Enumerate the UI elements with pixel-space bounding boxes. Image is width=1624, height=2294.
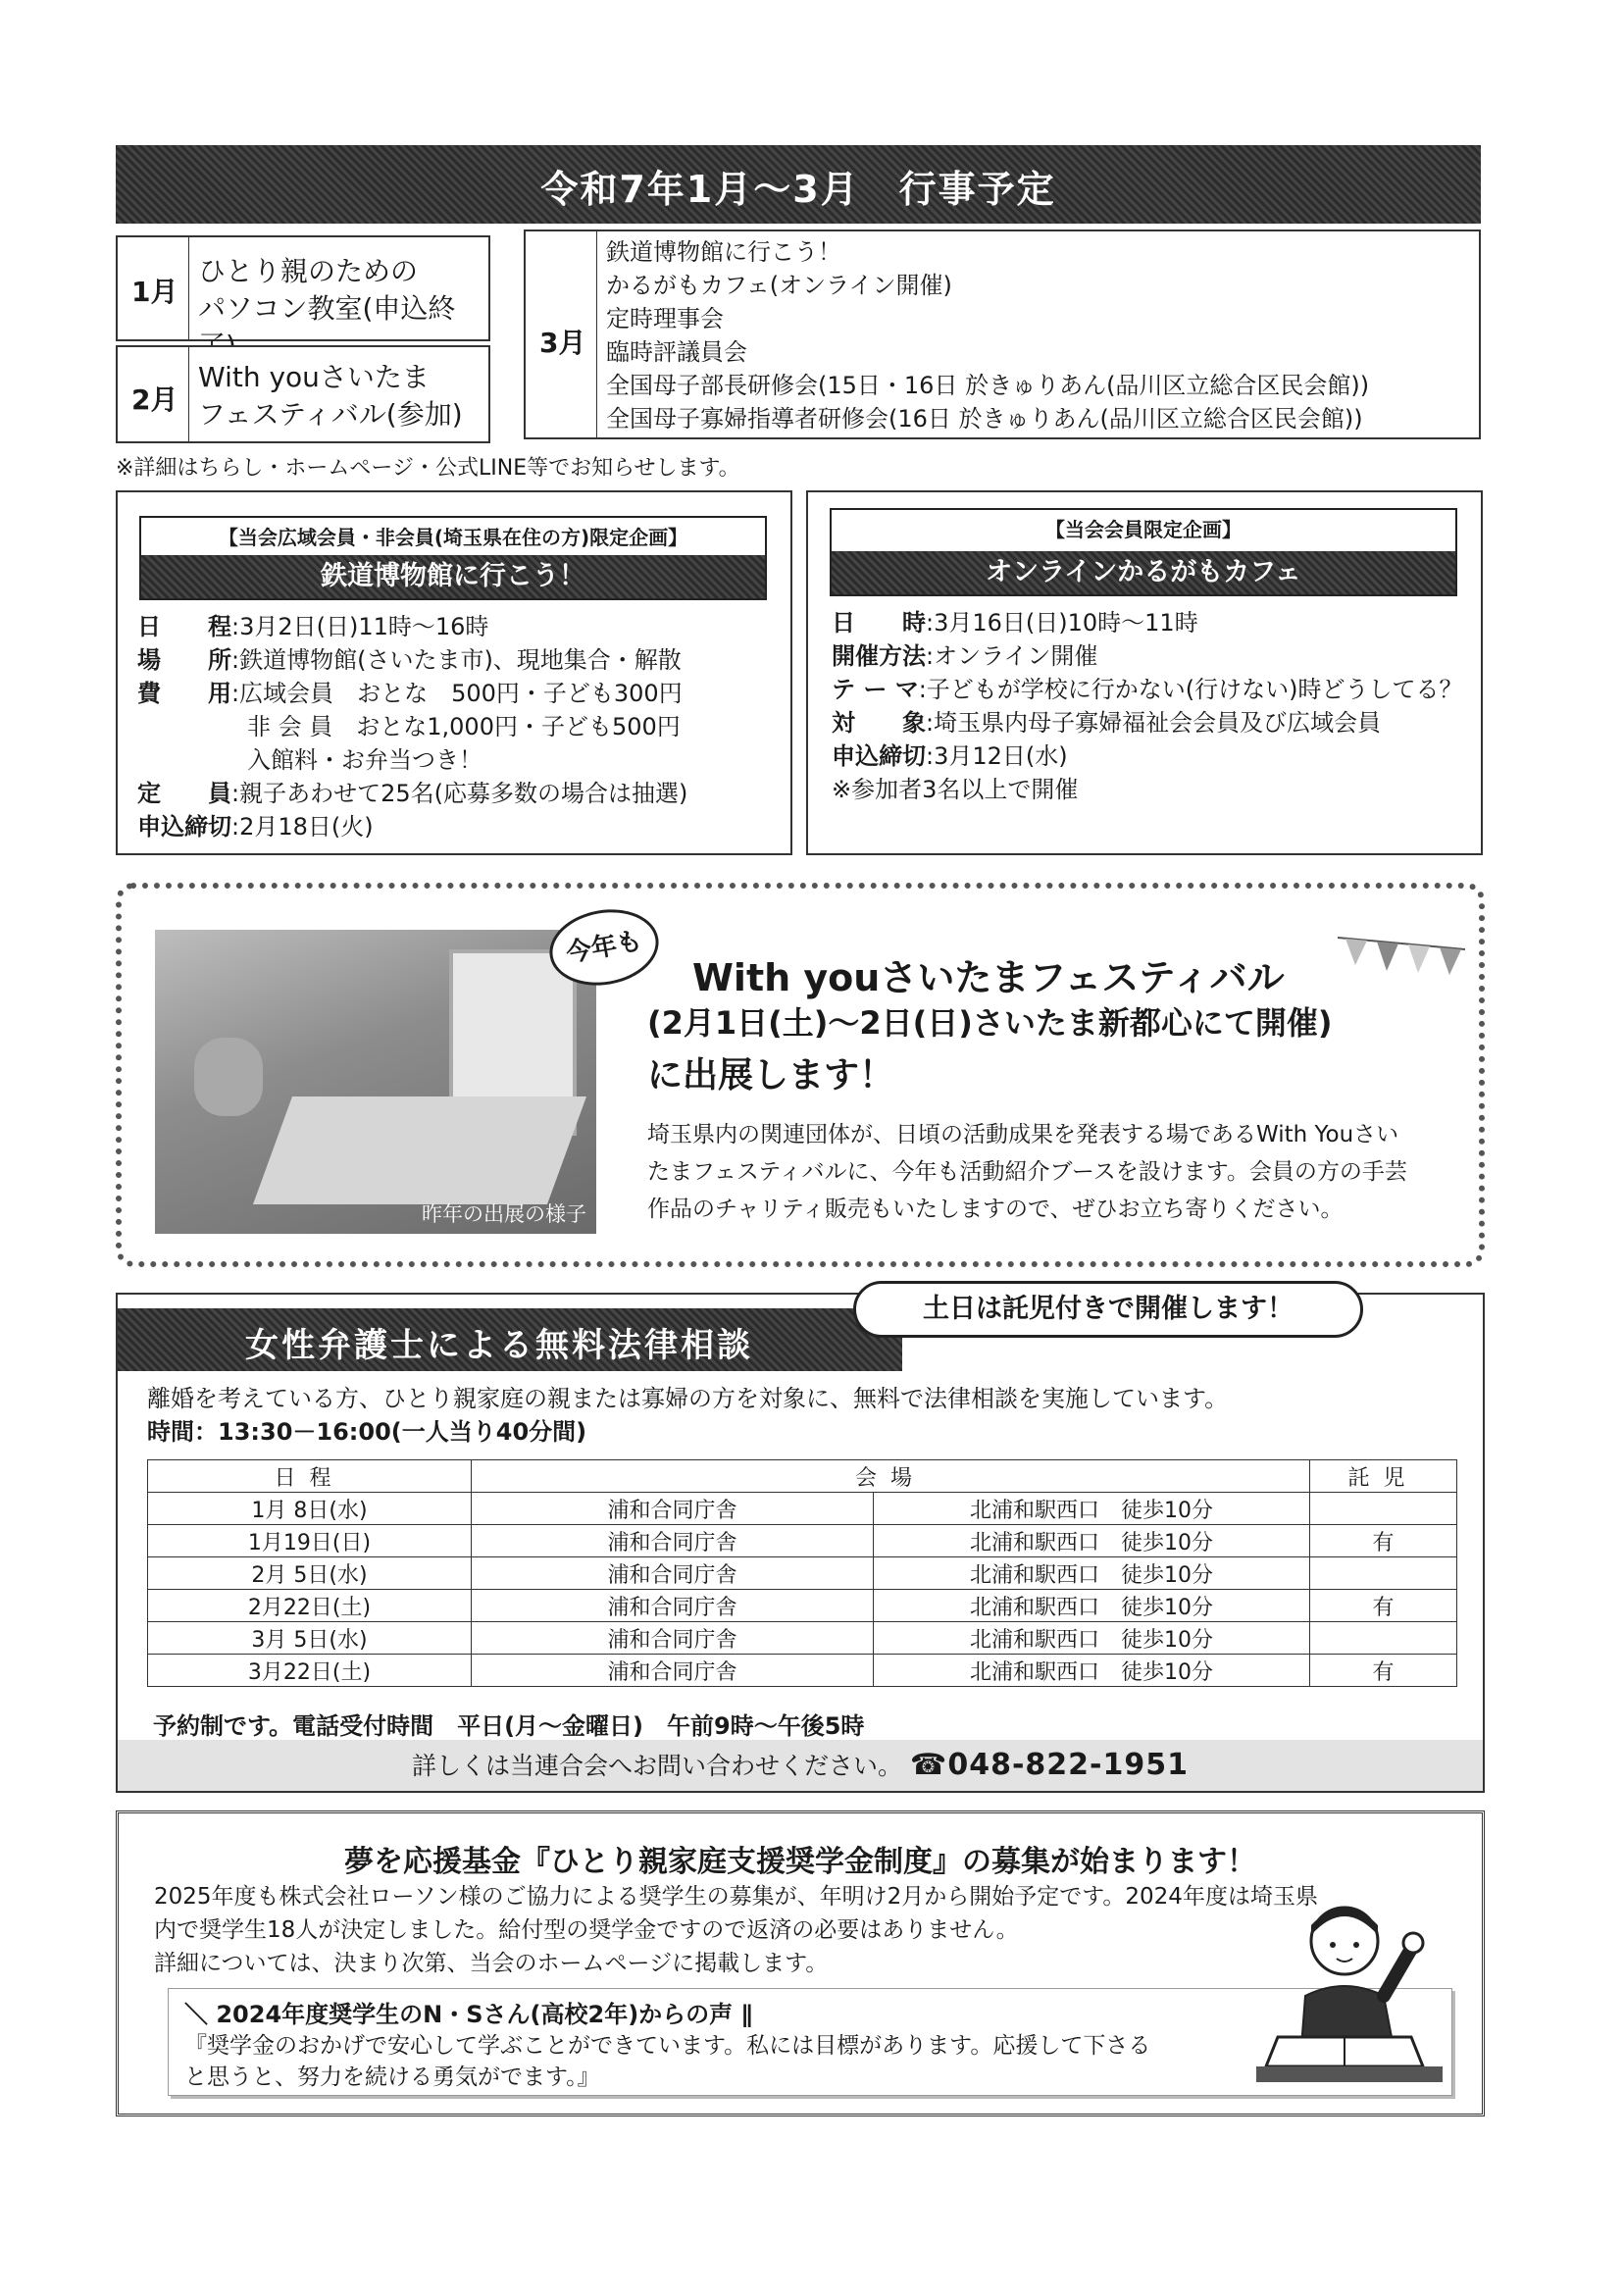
- legal-time: 時間：13:30－16:00(一人当り40分間): [147, 1418, 587, 1446]
- legal-consultation-section: [116, 1293, 1485, 1793]
- festival-title: With youさいたまフェスティバル: [692, 956, 1285, 999]
- festival-photo: [155, 930, 596, 1234]
- railway-row: 日 程:3月2日(日)11時～16時: [137, 613, 489, 640]
- phone-number: ☎048-822-1951: [909, 1748, 1189, 1782]
- festival-exhibit: に出展します！: [647, 1055, 895, 1096]
- header-date: 日程: [148, 1460, 472, 1493]
- cafe-event-card: [806, 490, 1483, 855]
- cafe-card-header: [830, 508, 1457, 596]
- header-venue: 会場: [472, 1460, 1310, 1493]
- railway-tag: 【当会広域会員・非会員(埼玉県在住の方)限定企画】: [218, 526, 688, 549]
- table-row: 1月19日(日) 浦和合同庁舎 北浦和駅西口 徒歩10分 有: [148, 1525, 1457, 1557]
- cafe-tag: 【当会会員限定企画】: [1045, 518, 1242, 541]
- reservation-note: 予約制です。電話受付時間 平日(月～金曜日) 午前9時～午後5時: [153, 1712, 865, 1740]
- header-childcare: 託児: [1310, 1460, 1457, 1493]
- railway-event-card: [116, 490, 792, 855]
- legal-intro: 離婚を考えている方、ひとり親家庭の親または寡婦の方を対象に、無料で法律相談を実施しています。: [147, 1385, 1229, 1412]
- cafe-row: 開催方法:オンライン開催: [832, 642, 1098, 670]
- festival-section: [116, 883, 1485, 1267]
- legal-contact: [118, 1740, 1483, 1791]
- schedule-note: ※詳細はちらし・ホームページ・公式LINE等でお知らせします。: [116, 456, 740, 481]
- cafe-row: 対 象:埼玉県内母子寡婦福祉会会員及び広域会員: [832, 709, 1382, 737]
- table-header-row: [148, 1460, 1457, 1493]
- photo-caption: 昨年の出展の様子: [422, 1202, 586, 1226]
- festival-dates: (2月1日(土)～2日(日)さいたま新都心にて開催): [647, 1004, 1333, 1042]
- voice-text: 『奨学金のおかげで安心して学ぶことができています。私には目標があります。応援して下さる と思うと、努力を続ける勇気がでます。』: [184, 2033, 1151, 2090]
- schedule-mar: [524, 229, 1481, 439]
- this-year-badge: 今年も: [543, 901, 664, 994]
- schedule-title: 令和7年1月～3月 行事予定: [540, 168, 1056, 211]
- railway-card-header: [139, 516, 767, 600]
- railway-row: 費 用:広域会員 おとな 500円・子ども300円: [137, 680, 683, 707]
- month-label: 2月: [131, 383, 178, 416]
- month-label: 1月: [131, 276, 178, 308]
- railway-row: 申込締切:2月18日(火): [137, 813, 374, 841]
- railway-row: 定 員:親子あわせて25名(応募多数の場合は抽選): [137, 780, 688, 807]
- railway-row: 入館料・お弁当つき！: [247, 746, 482, 774]
- scholarship-body: 2025年度も株式会社ローソン様のご協力による奨学生の募集が、年明け2月から開始予定です。2024年度は埼玉県 内で奨学生18人が決定しました。給付型の奨学金ですので返済の必要はありません。 詳細については、決まり次第、当会のホームページに掲載します。: [154, 1884, 1318, 1976]
- schedule-text: 鉄道博物館に行こう！ かるがもカフェ(オンライン開催) 定時理事会 臨時評議員会 全国母子部長研修会(15日・16日 於きゅりあん(品川区立総合区民会館)) 全国母子寡婦指導者研修会(16日 於きゅりあん(品川区立総合区民会館)): [606, 238, 1370, 433]
- studying-student-icon: [1246, 1890, 1443, 2096]
- table-row: 2月 5日(水) 浦和合同庁舎 北浦和駅西口 徒歩10分: [148, 1557, 1457, 1590]
- cafe-row: テ ー マ:子どもが学校に行かない(行けない)時どうしてる？: [832, 676, 1463, 703]
- schedule-feb: [116, 345, 490, 443]
- scholarship-section: [116, 1810, 1485, 2116]
- railway-row: 非 会 員 おとな1,000円・子ども500円: [247, 713, 681, 740]
- festival-body: 埼玉県内の関連団体が、日頃の活動成果を発表する場であるWith Youさい たまフェスティバルに、今年も活動紹介ブースを設けます。会員の方の手芸 作品のチャリティ販売もいたしますので、ぜひお立ち寄りください。: [647, 1122, 1407, 1222]
- schedule-text: With youさいたま フェスティバル(参加): [198, 361, 463, 431]
- cafe-row: 申込締切:3月12日(水): [832, 742, 1068, 770]
- table-row: 2月22日(土) 浦和合同庁舎 北浦和駅西口 徒歩10分 有: [148, 1590, 1457, 1622]
- schedule-jan: [116, 235, 490, 341]
- legal-schedule-table: [147, 1459, 1457, 1687]
- legal-title-bar: [118, 1308, 902, 1371]
- railway-title: 鉄道博物館に行こう！: [141, 555, 765, 598]
- schedule-header-bar: [116, 145, 1481, 224]
- childcare-badge: 土日は託児付きで開催します！: [853, 1281, 1363, 1338]
- month-label: 3月: [539, 327, 586, 359]
- table-row: 3月 5日(水) 浦和合同庁舎 北浦和駅西口 徒歩10分: [148, 1622, 1457, 1655]
- cafe-title: オンラインかるがもカフェ: [832, 551, 1455, 594]
- contact-text: 詳しくは当連合会へお問い合わせください。: [412, 1752, 903, 1780]
- table-row: 3月22日(土) 浦和合同庁舎 北浦和駅西口 徒歩10分 有: [148, 1655, 1457, 1687]
- cafe-row: 日 時:3月16日(日)10時～11時: [832, 609, 1198, 637]
- cafe-row: ※参加者3名以上で開催: [832, 776, 1079, 803]
- railway-row: 場 所:鉄道博物館(さいたま市)、現地集合・解散: [137, 646, 682, 674]
- voice-title: ＼ 2024年度奨学生のN・Sさん(高校2年)からの声 ∥: [184, 2001, 753, 2028]
- scholarship-title: 夢を応援基金『ひとり親家庭支援奨学金制度』の募集が始まります！: [344, 1845, 1256, 1879]
- bunting-flags-icon: [1338, 928, 1465, 987]
- legal-title: 女性弁護士による無料法律相談: [245, 1326, 753, 1365]
- table-row: 1月 8日(水) 浦和合同庁舎 北浦和駅西口 徒歩10分: [148, 1493, 1457, 1525]
- quote-mark-icon: ＼: [184, 2001, 217, 2028]
- schedule-text: ひとり親のための パソコン教室(申込終: [198, 255, 456, 325]
- quote-mark-icon: ∥: [733, 2001, 753, 2028]
